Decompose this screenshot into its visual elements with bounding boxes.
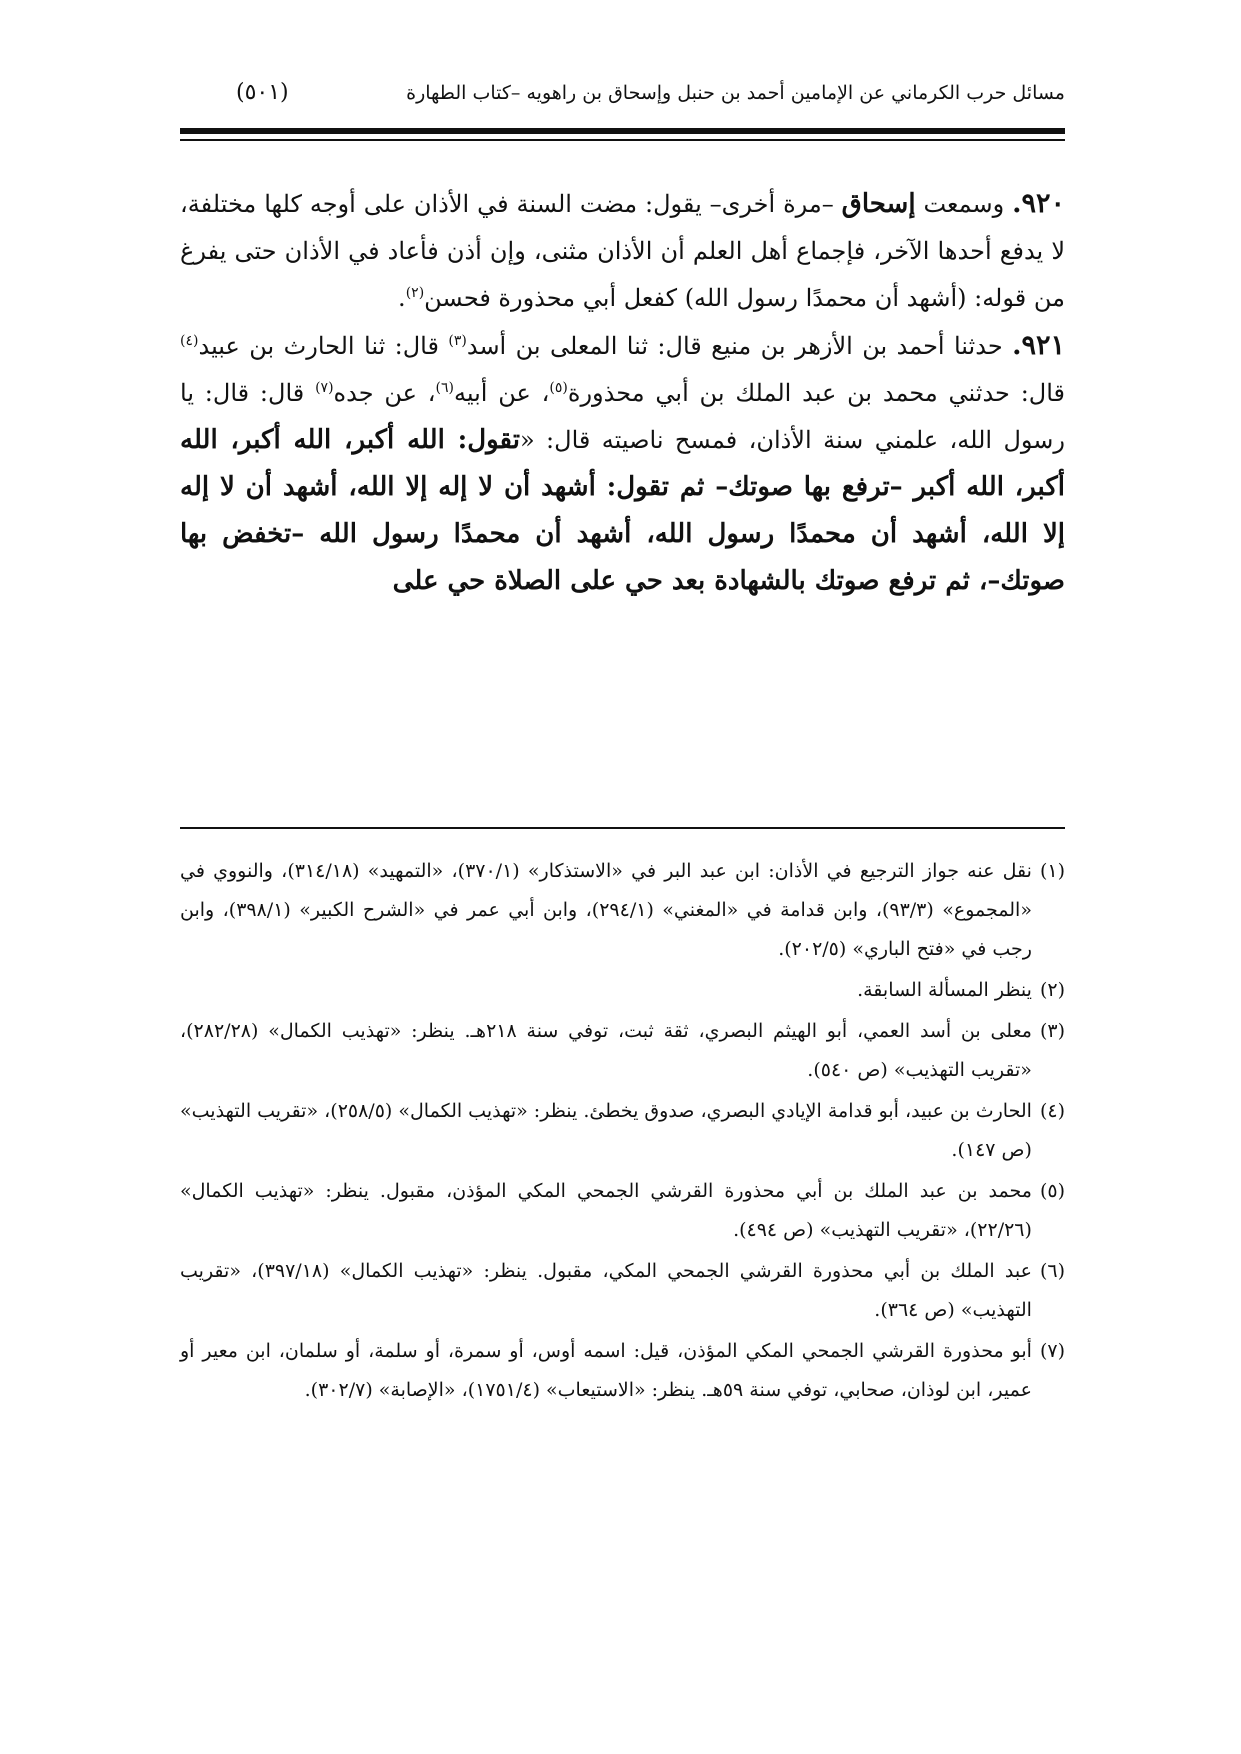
scholar-name: إسحاق — [841, 189, 916, 219]
footnote-item — [180, 1012, 1065, 1090]
issue-921 — [180, 322, 1065, 605]
running-header-title: مسائل حرب الكرماني عن الإمامين أحمد بن حنبل وإسحاق بن راهويه –كتاب الطهارة — [406, 82, 1065, 104]
footnotes — [180, 852, 1065, 1412]
issue-number: ٩٢١. — [1012, 330, 1065, 361]
issue-text: حدثنا أحمد بن الأزهر بن منيع قال: ثنا المعلى بن أسد — [466, 332, 1013, 360]
issue-text: قال: حدثني محمد بن عبد الملك بن أبي محذورة — [567, 379, 1066, 407]
issue-text: قال: قال: يا رسول الله، علمني سنة الأذان، فمسح ناصيته قال: « — [180, 379, 1065, 454]
footnote-item — [180, 852, 1065, 969]
header-rule-thick — [180, 128, 1065, 134]
footnote-number: (٣) — [1039, 1020, 1065, 1042]
footnote-item — [180, 1332, 1065, 1410]
footnote-ref[interactable]: (٥) — [549, 380, 568, 396]
footnote-number: (٢) — [1039, 979, 1065, 1001]
main-text — [180, 180, 1065, 605]
issue-text: ، عن أبيه — [453, 379, 550, 407]
footnote-text: أبو محذورة القرشي الجمحي المكي المؤذن، قيل: اسمه أوس، أو سمرة، أو سلمة، أو سلمان، ابن معير أو عمير، ابن لوذان، صحابي، توفي سنة ٥٩هـ. ينظر: «الاستيعاب» (١٧٥١/٤)، «الإصابة» (٣٠٢/٧). — [180, 1340, 1032, 1401]
footnote-separator — [180, 827, 1065, 829]
footnote-text: الحارث بن عبيد، أبو قدامة الإيادي البصري، صدوق يخطئ. ينظر: «تهذيب الكمال» (٢٥٨/٥)، «تقريب التهذيب» (ص ١٤٧). — [180, 1100, 1032, 1161]
footnote-number: (١) — [1039, 860, 1065, 882]
footnote-item — [180, 971, 1065, 1010]
footnote-number: (٧) — [1039, 1340, 1065, 1362]
issue-text: . — [398, 284, 406, 312]
footnote-number: (٤) — [1039, 1100, 1065, 1122]
issue-text: ، عن جده — [333, 379, 436, 407]
footnote-ref[interactable]: (٧) — [315, 380, 334, 396]
footnote-number: (٥) — [1039, 1180, 1065, 1202]
footnote-ref[interactable]: (٤) — [180, 333, 199, 349]
footnote-number: (٦) — [1039, 1260, 1065, 1282]
issue-number: ٩٢٠. — [1012, 188, 1065, 219]
footnote-ref[interactable]: (٦) — [435, 380, 454, 396]
hadith-text: تقول: الله أكبر، الله أكبر، الله أكبر، الله أكبر –ترفع بها صوتك– ثم تقول: أشهد أن لا إله إلا الله، أشهد أن لا إله إلا الله، أشهد أن محمدًا رسول الله، أشهد أن محمدًا رسول الله –تخفض بها صوتك–، ثم ترفع صوتك بالشهادة بعد حي على الصلاة حي على — [180, 425, 1065, 596]
page-number: (٥٠١) — [236, 80, 289, 105]
issue-920 — [180, 180, 1065, 322]
footnote-item — [180, 1172, 1065, 1250]
footnote-item — [180, 1092, 1065, 1170]
issue-text: وسمعت — [915, 190, 1013, 218]
footnote-text: نقل عنه جواز الترجيع في الأذان: ابن عبد البر في «الاستذكار» (٣٧٠/١)، «التمهيد» (٣١٤/١٨)، والنووي في «المجموع» (٩٣/٣)، وابن قدامة في «المغني» (٢٩٤/١)، وابن أبي عمر في «الشرح الكبير» (٣٩٨/١)، وابن رجب في «فتح الباري» (٢٠٢/٥). — [180, 860, 1032, 960]
footnote-text: معلى بن أسد العمي، أبو الهيثم البصري، ثقة ثبت، توفي سنة ٢١٨هـ. ينظر: «تهذيب الكمال» (٢٨٢/٢٨)، «تقريب التهذيب» (ص ٥٤٠). — [180, 1020, 1032, 1081]
issue-text: –مرة أخرى– يقول: مضت السنة في الأذان على أوجه كلها مختلفة، لا يدفع أحدها الآخر، فإجماع أهل العلم أن الأذان مثنى، وإن أذن فأعاد في الأذان حتى يفرغ من قوله: (أشهد أن محمدًا رسول الله) كفعل أبي محذورة فحسن — [180, 190, 1065, 312]
footnote-ref[interactable]: (٣) — [448, 333, 467, 349]
footnote-text: ينظر المسألة السابقة. — [857, 979, 1032, 1001]
header-rule-thin — [180, 139, 1065, 141]
footnote-item — [180, 1252, 1065, 1330]
footnote-ref[interactable]: (٢) — [405, 285, 425, 301]
footnote-text: عبد الملك بن أبي محذورة القرشي الجمحي المكي، مقبول. ينظر: «تهذيب الكمال» (٣٩٧/١٨)، «تقريب التهذيب» (ص ٣٦٤). — [180, 1260, 1032, 1321]
issue-text: قال: ثنا الحارث بن عبيد — [198, 332, 449, 360]
running-header — [180, 78, 1065, 118]
footnote-text: محمد بن عبد الملك بن أبي محذورة القرشي الجمحي المكي المؤذن، مقبول. ينظر: «تهذيب الكمال» (٢٢/٢٦)، «تقريب التهذيب» (ص ٤٩٤). — [180, 1180, 1032, 1241]
